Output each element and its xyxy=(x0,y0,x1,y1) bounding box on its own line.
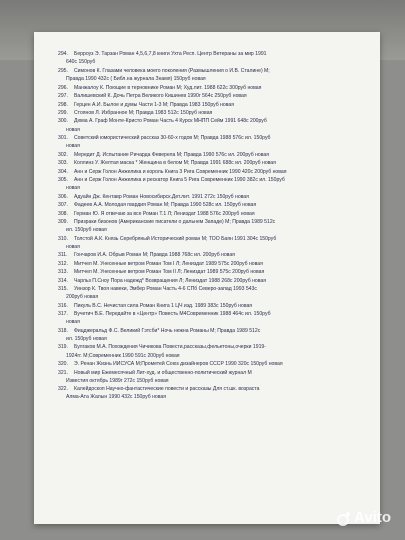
item-text: Новый мир Ежемесячный Лит-худ. и общественно-политический журнал М xyxy=(74,369,252,376)
list-item xyxy=(58,310,370,318)
item-text: Стоянов Л. Избранное М; Правда 1983 512с 150руб новая xyxy=(74,110,213,116)
item-text: Уинзор К. Твоя навеки, Эмбер Роман Часть 4-6 СПб Северо-запад 1993 543с xyxy=(74,286,257,293)
item-number: 319. xyxy=(58,344,68,351)
list-item xyxy=(58,151,370,159)
item-text: Герцен А.И. Былое и думы Части 1-3 М; Правда 1983 150руб новая xyxy=(74,101,234,108)
list-item xyxy=(58,218,370,226)
list-item xyxy=(58,201,370,209)
item-text: Известия октябрь 1989г 272с 150руб новая xyxy=(66,377,169,384)
item-text: Гончаров И.А. Обрыв Роман М; Правда 1988 768с ил. 200руб новая xyxy=(74,252,235,259)
item-number: 300. xyxy=(58,118,68,125)
item-text: Алма-Ата Жалын 1990 432с 150руб новая xyxy=(66,394,166,401)
item-text: Чарльз П.Сноу Пора надежд* Возвращения Л; Лениздат 1988 268с 200руб новая xyxy=(74,277,266,284)
list-item xyxy=(58,84,370,92)
item-text: ил. 150руб новая xyxy=(66,335,107,342)
list-item-continuation xyxy=(58,335,370,343)
item-text: Коллинз У. Желтая маска * Женщина в белом М; Правда 1991 688с ил. 200руб новая xyxy=(74,160,276,167)
item-number: 317. xyxy=(58,311,68,318)
item-number: 314. xyxy=(58,277,68,284)
item-number: 305. xyxy=(58,177,68,184)
item-number: 316. xyxy=(58,302,68,309)
list-item-continuation xyxy=(58,58,370,66)
list-item xyxy=(58,369,370,377)
item-number: 310. xyxy=(58,235,68,242)
list-item-continuation xyxy=(58,75,370,83)
book-list xyxy=(58,50,370,401)
list-item xyxy=(58,117,370,125)
item-number: 299. xyxy=(58,110,68,116)
list-item-continuation xyxy=(58,293,370,301)
item-text: Митчел М. Унесенные ветром Роман Том II Л; Лениздат 1989 575с 200руб новая xyxy=(74,269,265,276)
item-number: 307. xyxy=(58,202,68,209)
item-text: Анн и Серж Голон Анжелика и рескатор Книга 5 Рига Современник 1990 382с ил. 150руб xyxy=(74,177,285,184)
list-item xyxy=(58,268,370,276)
list-item-continuation xyxy=(58,184,370,192)
item-text: 1924гг. М;Современник 1990 591с 200руб новая xyxy=(66,352,180,359)
item-number: 318. xyxy=(58,327,68,334)
item-text: 640с 150руб xyxy=(66,59,96,66)
item-text: Симонов К. Глазами человека моего поколения (Размышления о И.В. Сталине) М; xyxy=(74,67,270,74)
avito-logo-icon xyxy=(337,511,351,525)
item-number: 296. xyxy=(58,84,68,91)
item-number: 308. xyxy=(58,210,68,217)
list-item xyxy=(58,235,370,243)
item-text: Валишевский К. Дочь Петра Великого Кишинев 1990г 564с 250руб новая xyxy=(74,93,247,100)
item-text: Герман Ю. Я отвечаю за все Роман Т.1 Л; Лениздат 1988 576с 200руб новая xyxy=(74,210,255,217)
list-item xyxy=(58,176,370,184)
list-item xyxy=(58,67,370,75)
item-text: новая xyxy=(66,126,80,133)
item-number: 311. xyxy=(58,252,68,259)
item-text: ил. 150руб новая xyxy=(66,227,107,234)
item-text: новая xyxy=(66,143,80,150)
list-item-continuation xyxy=(58,226,370,234)
item-text: Толстой А.К. Князь Серебряный Исторический роман М; ТОО Баян 1991 304с 150руб xyxy=(74,235,277,242)
item-number: 303. xyxy=(58,160,68,167)
list-item xyxy=(58,277,370,285)
item-text: новая xyxy=(66,243,80,250)
list-item xyxy=(58,385,370,393)
avito-watermark xyxy=(337,509,391,526)
list-item-continuation xyxy=(58,243,370,251)
list-item xyxy=(58,285,370,293)
item-number: 298. xyxy=(58,101,68,108)
list-item xyxy=(58,343,370,351)
list-item-continuation xyxy=(58,377,370,385)
item-text: Фицджеральд Ф.С. Великий Гэтсби* Ночь нежна Романы М; Правда 1989 512с xyxy=(74,327,261,334)
item-number: 295. xyxy=(58,67,68,74)
list-item xyxy=(58,193,370,201)
list-item xyxy=(58,260,370,268)
item-text: Манжалоу К. Поющие в терновнике Роман М; Худ.лит. 1988 622с 300руб новая xyxy=(74,84,262,91)
item-text: Берроуз Э. Тарзан Роман 4,5,6,7,8 книги Ухта Респ. Центр Ветераны за мир 1991 xyxy=(74,51,267,58)
item-text: Правда 1990 432с ( Библ.на журнала Знамя) 150руб новая xyxy=(66,76,206,83)
item-number: 315. xyxy=(58,286,68,293)
list-item xyxy=(58,168,370,176)
item-number: 294. xyxy=(58,51,68,58)
list-item-continuation xyxy=(58,126,370,134)
item-text: новая xyxy=(66,319,80,326)
item-text: Адуайн Дж. Кентавр Роман Новосибирск.Дет.лит. 1991 272с 150руб новая xyxy=(74,193,249,200)
item-number: 301. xyxy=(58,135,68,142)
item-text: Мередит Д. Испытание Ричарда Феверела М; Правда 1990 576с ил. 200руб новая xyxy=(74,151,269,158)
item-text: Э. Ренан Жизнь ИИСУСА М;Прометей Союз дизайнеров СССР 1990 320с 150руб новая xyxy=(74,361,283,368)
item-text: Призраки бизонов (Американские писатели о дальнем Западе) М; Правда 1989 512с xyxy=(74,219,276,226)
item-text: Вучетич В.Е. Передайте в «Центр» Повесть М4Современник 1988 464с ил. 150руб xyxy=(74,311,271,318)
item-text: 200руб новая xyxy=(66,294,99,301)
item-text: Пикуль В.С. Нечистая сила Роман Книга 1 ЦЧ изд. 1989 383с 150руб новая xyxy=(74,302,253,309)
item-number: 320. xyxy=(58,361,68,368)
list-item xyxy=(58,159,370,167)
list-item xyxy=(58,251,370,259)
item-number: 302. xyxy=(58,151,68,158)
item-number: 306. xyxy=(58,193,68,200)
item-text: Калейдоскоп Научно-фантастические повести и рассказы Для ст.шк. возраста xyxy=(74,386,260,393)
list-item-continuation xyxy=(58,352,370,360)
item-number: 312. xyxy=(58,260,68,267)
item-text: Фадеев А.А. Молодая гвардия Роман М; Правда 1990 528с ил. 150руб новая xyxy=(74,202,257,209)
list-item xyxy=(58,210,370,218)
list-item xyxy=(58,302,370,310)
item-number: 313. xyxy=(58,269,68,276)
item-number: 322. xyxy=(58,386,68,393)
item-text: новая xyxy=(66,185,80,192)
list-item-continuation xyxy=(58,142,370,150)
list-item xyxy=(58,109,370,117)
item-number: 321. xyxy=(58,369,68,376)
item-text: Дюма А. Граф Монте-Кристо Роман Часть 4 Курск МНПП Сейм 1991 648с 200руб xyxy=(74,118,267,125)
list-item xyxy=(58,50,370,58)
list-item xyxy=(58,92,370,100)
paper-sheet xyxy=(34,32,380,524)
item-number: 309. xyxy=(58,219,68,226)
list-item xyxy=(58,101,370,109)
item-text: Митчел М. Унесенные ветром Роман Том I Л; Лениздат 1989 575с 200руб новая xyxy=(74,260,263,267)
list-item-continuation xyxy=(58,393,370,401)
list-item xyxy=(58,327,370,335)
list-item-continuation xyxy=(58,318,370,326)
item-text: Булгаков М.А. Похождения Чичикова Повести,рассказы,фельетоны,очерки 1919- xyxy=(74,344,266,351)
list-item xyxy=(58,134,370,142)
list-item xyxy=(58,360,370,368)
item-number: 304. xyxy=(58,168,68,175)
item-number: 297. xyxy=(58,93,68,100)
watermark-label: Avito xyxy=(354,509,391,526)
item-text: Анн и Серж Голон Анжелика и король Книга 3 Рига Современник 1990 420с 200руб новая xyxy=(74,168,287,175)
item-text: Советский юмористический рассказ 30-60-х годов М; Правда 1988 576с ил. 150руб xyxy=(74,135,271,142)
